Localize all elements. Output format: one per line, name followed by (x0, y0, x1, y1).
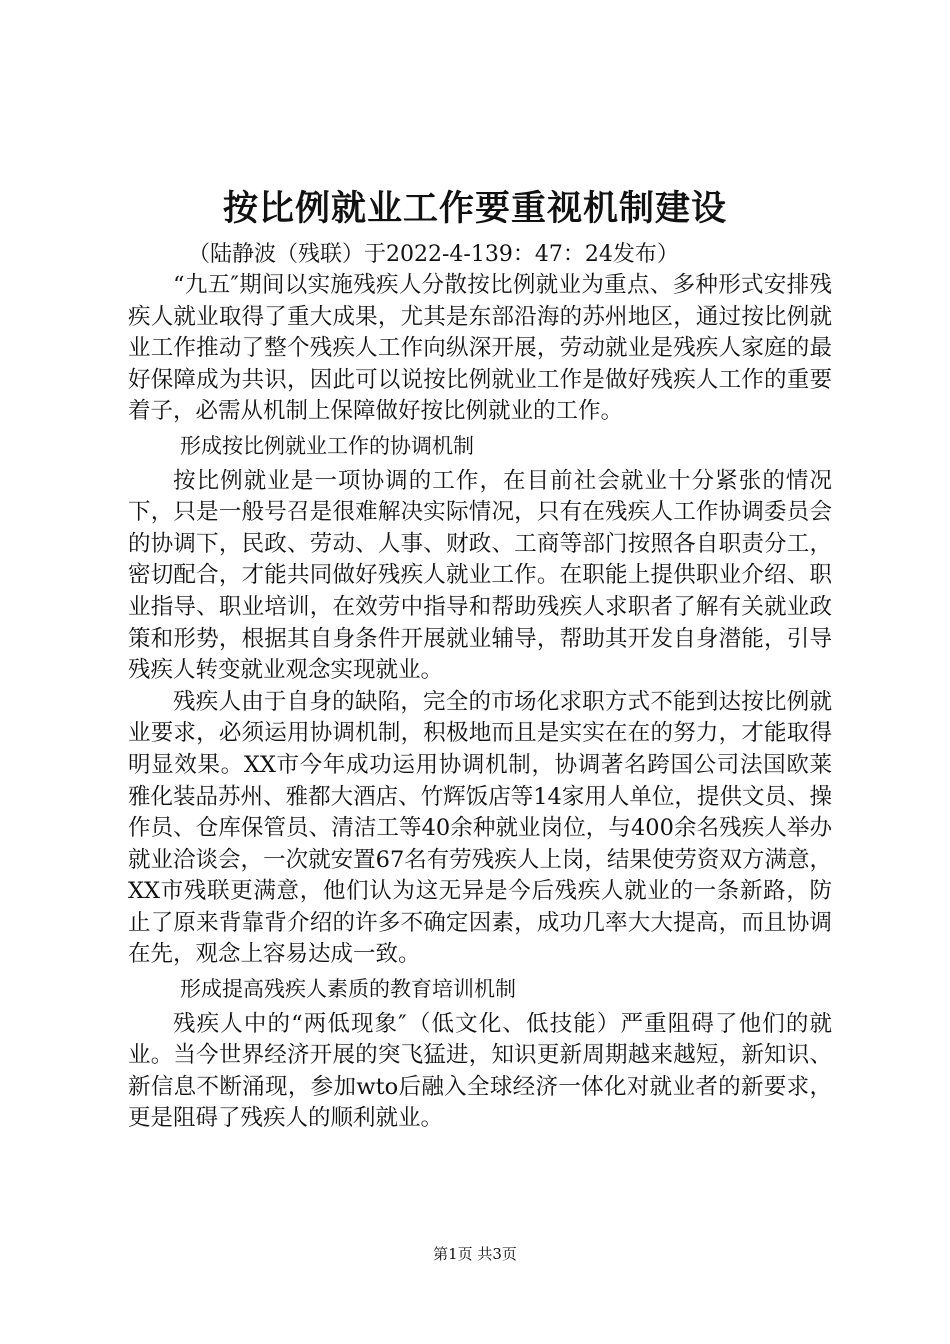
document-title: 按比例就业工作要重视机制建设 (222, 188, 727, 229)
paragraph-coordination: 按比例就业是一项协调的工作，在目前社会就业十分紧张的情况下，只是一般号召是很难解决实际情况，只有在残疾人工作协调委员会的协调下，民政、劳动、人事、财政、工商等部门按照各自职责分工，密切配合，才能共同做好残疾人就业工作。在职能上提供职业介绍、职业指导、职业培训，在效劳中指导和帮助残疾人求职者了解有关就业政策和形势，根据其自身条件开展就业辅导，帮助其开发自身潜能，引导残疾人转变就业观念实现就业。 (128, 467, 832, 684)
page-number: 第1页 共3页 (433, 1245, 517, 1263)
paragraph-training: 残疾人中的“两低现象″（低文化、低技能）严重阻碍了他们的就业。当今世界经济开展的突飞猛进，知识更新周期越来越短，新知识、新信息不断涌现，参加wto后融入全球经济一体化对就业者的新要求，更是阻碍了残疾人的顺利就业。 (128, 1010, 832, 1132)
document-body (128, 270, 832, 1135)
publish-info: （陆静波（残联）于2022-4-139：47：24发布） (188, 242, 679, 267)
paragraph-intro: “九五″期间以实施残疾人分散按比例就业为重点、多种形式安排残疾人就业取得了重大成果，尤其是东部沿海的苏州地区，通过按比例就业工作推动了整个残疾人工作向纵深开展，劳动就业是残疾人家庭的最好保障成为共识，因此可以说按比例就业工作是做好残疾人工作的重要着子，必需从机制上保障做好按比例就业的工作。 (128, 272, 832, 425)
section-heading-coordination: 形成按比例就业工作的协调机制 (180, 433, 474, 458)
paragraph-example: 残疾人由于自身的缺陷，完全的市场化求职方式不能到达按比例就业要求，必须运用协调机制，积极地而且是实实在在的努力，才能取得明显效果。XX市今年成功运用协调机制，协调著名跨国公司法国欧莱雅化装品苏州、雅都大酒店、竹辉饭店等14家用人单位，提供文员、操作员、仓库保管员、清洁工等40余种就业岗位，与400余名残疾人举办就业洽谈会，一次就安置67名有劳残疾人上岗，结果使劳资双方满意，XX市残联更满意，他们认为这无异是今后残疾人就业的一条新路，防止了原来背靠背介绍的许多不确定因素，成功几率大大提高，而且协调在先，观念上容易达成一致。 (128, 688, 832, 968)
section-heading-training: 形成提高残疾人素质的教育培训机制 (180, 977, 516, 1002)
